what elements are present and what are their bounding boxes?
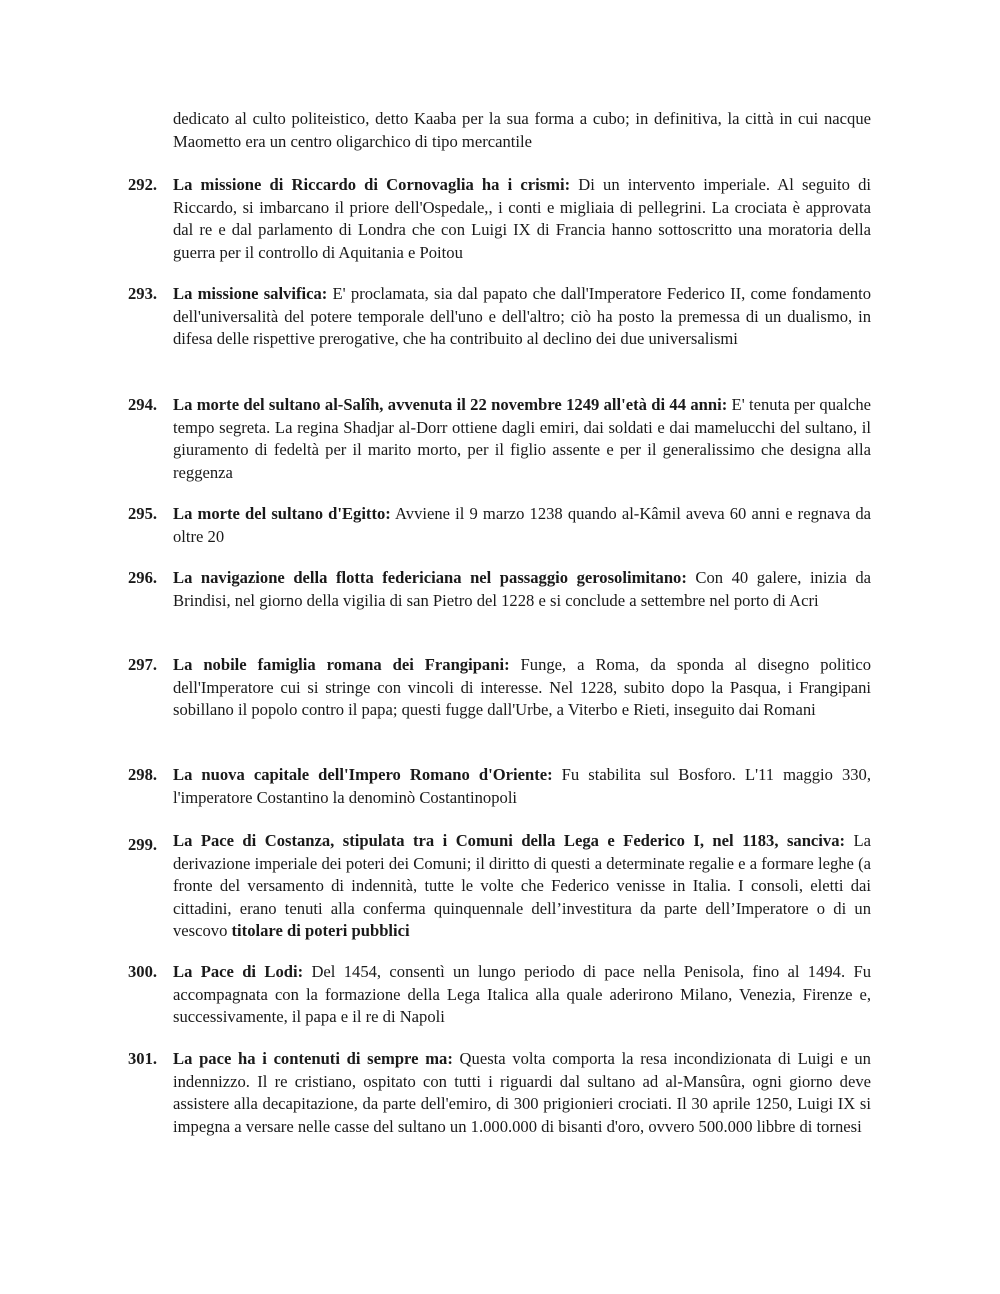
glossary-entry	[128, 1048, 871, 1138]
entry-number: 297.	[128, 655, 158, 674]
entry-term: La navigazione della flotta federiciana nel passaggio gerosolimitano:	[173, 568, 687, 587]
entry-term: La pace ha i contenuti di sempre ma:	[173, 1049, 453, 1068]
entry-term: La nuova capitale dell'Impero Romano d'Oriente:	[173, 765, 553, 784]
entry-term: La morte del sultano d'Egitto:	[173, 504, 391, 523]
entry-text-bold-tail: titolare di poteri pubblici	[231, 921, 410, 941]
entry-number: 296.	[128, 568, 158, 587]
entry-text: E' tenuta per qualche tempo segreta. La regina Shadjar al-Dorr ottiene dagli emiri, dai soldati e dai mamelucchi del sultano, il giuramento di fedeltà per il marito morto, per il figlio assente e per il generalissimo che designa alla reggenza	[173, 395, 871, 482]
entry-text: Funge, a Roma, da sponda al disegno politico dell'Imperatore cui si stringe con vincoli di interesse. Nel 1228, subito dopo la Pasqua, i Frangipani sobillano il popolo contro il papa; questi fugge dall'Urbe, a Viterbo e Rieti, inseguito dai Romani	[173, 655, 871, 720]
entry-term: La missione salvifica:	[173, 284, 328, 303]
entry-number: 301.	[128, 1049, 158, 1068]
entry-term: La Pace di Lodi:	[173, 962, 304, 981]
entry-number: 298.	[128, 765, 158, 784]
glossary-entry	[128, 830, 871, 943]
entry-number: 293.	[128, 284, 158, 303]
entry-text: Fu stabilita sul Bosforo. L'11 maggio 330, l'imperatore Costantino la denominò Costantinopoli	[173, 765, 871, 807]
entry-text: La derivazione imperiale dei poteri dei Comuni; il diritto di questi a determinate regalie e a formare leghe (a fronte del versamento di indennità, tutte le volte che Federico venisse in Italia. I consoli, eletti dai cittadini, erano tenuti alla conferma quinquennale dell’investitura da parte dell’Imperatore o di un vescovo	[173, 831, 871, 941]
glossary-entry	[128, 654, 871, 722]
entry-text: Del 1454, consentì un lungo periodo di pace nella Penisola, fino al 1494. Fu accompagnata con la formazione della Lega Italica alla quale aderirono Milano, Venezia, Firenze e, successivamente, il papa e il re di Napoli	[173, 962, 871, 1027]
glossary-entry	[128, 283, 871, 351]
entry-term: La missione di Riccardo di Cornovaglia ha i crismi:	[173, 175, 571, 194]
glossary-entry	[128, 961, 871, 1029]
entry-number: 295.	[128, 504, 158, 523]
entry-number: 299.	[128, 835, 158, 854]
glossary-entry	[128, 503, 871, 548]
entry-term: La Pace di Costanza, stipulata tra i Comuni della Lega e Federico I, nel 1183, sanciva:	[173, 831, 846, 850]
entry-number: 300.	[128, 962, 158, 981]
glossary-entry	[128, 567, 871, 612]
entry-number: 292.	[128, 175, 158, 194]
entry-term: La morte del sultano al-Salîh, avvenuta il 22 novembre 1249 all'età di 44 anni:	[173, 395, 728, 414]
continuation-paragraph: dedicato al culto politeistico, detto Kaaba per la sua forma a cubo; in definitiva, la città in cui nacque Maometto era un centro oligarchico di tipo mercantile	[173, 109, 871, 151]
glossary-entry	[128, 174, 871, 264]
glossary-entry	[128, 764, 871, 809]
entry-term: La nobile famiglia romana dei Frangipani:	[173, 655, 510, 674]
entry-text: Di un intervento imperiale. Al seguito di Riccardo, si imbarcano il priore dell'Ospedale,, i conti e migliaia di pellegrini. La crociata è approvata dal re e dal parlamento di Londra che con Luigi IX di Francia hanno sottoscritto una moratoria della guerra per il controllo di Aquitania e Poitou	[173, 175, 872, 262]
entry-text: Questa volta comporta la resa incondizionata di Luigi e un indennizzo. Il re cristiano, ospitato con tutti i riguardi dal sultano ad al-Mansûra, ogni giorno deve assistere alla decapitazione, da parte dell'emiro, di 300 prigionieri crociati. Il 30 aprile 1250, Luigi IX si impegna a versare nelle casse del sultano un 1.000.000 di bisanti d'oro, ovvero 500.000 libbre di tornesi	[173, 1049, 871, 1136]
glossary-entry	[128, 394, 871, 484]
entry-number: 294.	[128, 395, 158, 414]
entry-text: Con 40 galere, inizia da Brindisi, nel giorno della vigilia di san Pietro del 1228 e si conclude a settembre nel porto di Acri	[173, 568, 871, 610]
entry-text: E' proclamata, sia dal papato che dall'Imperatore Federico II, come fondamento dell'universalità del potere temporale dell'uno e dell'altro; ciò ha posto la premessa di un dualismo, in difesa delle rispettive prerogative, che ha contribuito al declino dei due universalismi	[173, 284, 871, 349]
entry-text: Avviene il 9 marzo 1238 quando al-Kâmil aveva 60 anni e regnava da oltre 20	[173, 504, 871, 546]
